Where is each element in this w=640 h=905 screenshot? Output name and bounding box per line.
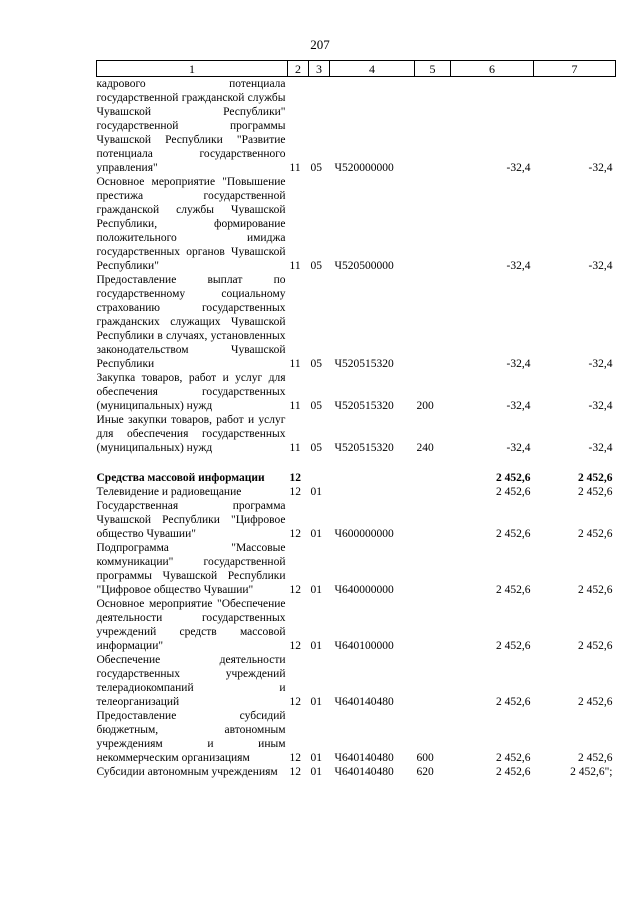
expense-type-cell bbox=[415, 597, 451, 653]
table-row bbox=[97, 273, 616, 371]
subsection-cell: 05 bbox=[310, 358, 322, 370]
amount-year2-cell: 2 452,6 bbox=[578, 486, 613, 498]
row-name-cell: Подпрограмма "Массовые коммуникации" государственной программы Чувашской Республики "Цифровое общество Чувашии" bbox=[96, 542, 286, 596]
amount-year2-cell: -32,4 bbox=[588, 358, 613, 370]
row-name-cell: Обеспечение деятельности государственных учреждений телерадиокомпаний и телеорганизаций bbox=[96, 654, 286, 708]
amount-year1-cell: 2 452,6 bbox=[496, 486, 531, 498]
column-header: 4 bbox=[330, 61, 415, 77]
expense-type-cell: 200 bbox=[416, 400, 434, 412]
row-name-cell: Предоставление выплат по государственному социальному страхованию государственных гражданских служащих Чувашской Республики в случаях, установленных законодательством Чувашской Республики bbox=[96, 274, 286, 370]
amount-year2-cell: 2 452,6 bbox=[578, 640, 613, 652]
column-header: 7 bbox=[534, 61, 616, 77]
table-row bbox=[97, 499, 616, 541]
section-cell: 11 bbox=[289, 400, 301, 412]
amount-year2-cell: 2 452,6 bbox=[578, 528, 613, 540]
section-cell: 12 bbox=[289, 640, 301, 652]
section-cell: 12 bbox=[289, 528, 301, 540]
column-header: 5 bbox=[415, 61, 451, 77]
amount-year1-cell: 2 452,6 bbox=[496, 752, 531, 764]
amount-year1-cell: -32,4 bbox=[506, 260, 531, 272]
subsection-cell bbox=[309, 471, 330, 485]
amount-year1-cell: 2 452,6 bbox=[496, 640, 531, 652]
subsection-cell: 01 bbox=[310, 584, 322, 596]
subsection-cell: 05 bbox=[310, 400, 322, 412]
section-cell: 11 bbox=[289, 442, 301, 454]
section-cell: 11 bbox=[289, 260, 301, 272]
target-article-cell: Ч520000000 bbox=[334, 162, 394, 174]
table-row bbox=[97, 471, 616, 485]
amount-year2-cell: 2 452,6 bbox=[578, 752, 613, 764]
table-header-row bbox=[97, 61, 616, 77]
target-article-cell: Ч600000000 bbox=[334, 528, 394, 540]
amount-year2-cell: -32,4 bbox=[588, 442, 613, 454]
table-row bbox=[97, 485, 616, 499]
target-article-cell bbox=[330, 485, 415, 499]
subsection-cell: 05 bbox=[310, 162, 322, 174]
table-row bbox=[97, 765, 616, 779]
target-article-cell: Ч520515320 bbox=[334, 442, 394, 454]
expense-type-cell: 620 bbox=[416, 766, 434, 778]
subsection-cell: 05 bbox=[310, 442, 322, 454]
expense-type-cell bbox=[415, 471, 451, 485]
row-name-cell: Субсидии автономным учреждениям bbox=[96, 766, 278, 778]
row-name-cell: Основное мероприятие "Повышение престижа государственной гражданской службы Чувашской Республики, формирование положительного имиджа государственных органов Чувашской Республики" bbox=[96, 176, 286, 272]
table-row bbox=[97, 541, 616, 597]
row-name-cell: Закупка товаров, работ и услуг для обеспечения государственных (муниципальных) нужд bbox=[96, 372, 286, 412]
target-article-cell: Ч640140480 bbox=[334, 766, 394, 778]
amount-year1-cell: -32,4 bbox=[506, 442, 531, 454]
subsection-cell: 01 bbox=[310, 640, 322, 652]
amount-year1-cell: 2 452,6 bbox=[496, 766, 531, 778]
table-spacer-row bbox=[97, 455, 616, 471]
row-name-cell: Иные закупки товаров, работ и услуг для обеспечения государственных (муниципальных) нужд bbox=[96, 414, 286, 454]
row-name-cell: Телевидение и радиовещание bbox=[96, 486, 242, 498]
target-article-cell bbox=[330, 471, 415, 485]
amount-year2-cell: -32,4 bbox=[588, 260, 613, 272]
section-cell: 11 bbox=[289, 162, 301, 174]
amount-year1-cell: 2 452,6 bbox=[496, 696, 531, 708]
amount-year2-cell: 2 452,6 bbox=[578, 696, 613, 708]
amount-year2-cell: -32,4 bbox=[588, 400, 613, 412]
amount-year2-cell: 2 452,6"; bbox=[570, 766, 613, 778]
expense-type-cell bbox=[415, 485, 451, 499]
expense-type-cell bbox=[415, 77, 451, 176]
table-row bbox=[97, 653, 616, 709]
section-cell: 12 bbox=[289, 696, 301, 708]
expense-type-cell bbox=[415, 541, 451, 597]
amount-year2-cell: 2 452,6 bbox=[578, 584, 613, 596]
target-article-cell: Ч640100000 bbox=[334, 640, 394, 652]
subsection-cell: 01 bbox=[310, 766, 322, 778]
table-row bbox=[97, 371, 616, 413]
amount-year1-cell: -32,4 bbox=[506, 358, 531, 370]
amount-year1-cell: -32,4 bbox=[506, 162, 531, 174]
section-cell: 12 bbox=[289, 766, 301, 778]
column-header: 2 bbox=[288, 61, 309, 77]
expense-type-cell: 240 bbox=[416, 442, 434, 454]
target-article-cell: Ч520515320 bbox=[334, 400, 394, 412]
amount-year1-cell: 2 452,6 bbox=[496, 472, 531, 484]
target-article-cell: Ч520500000 bbox=[334, 260, 394, 272]
row-name-cell: кадрового потенциала государственной гражданской службы Чувашской Республики" государственной программы Чувашской Республики "Развитие потенциала государственного управления" bbox=[96, 78, 286, 174]
amount-year1-cell: -32,4 bbox=[506, 400, 531, 412]
row-name-cell: Предоставление субсидий бюджетным, автономным учреждениям и иным некоммерческим организациям bbox=[96, 710, 286, 764]
page-number: 207 bbox=[310, 37, 330, 52]
expense-type-cell bbox=[415, 499, 451, 541]
subsection-cell: 01 bbox=[310, 486, 322, 498]
section-cell: 12 bbox=[289, 486, 301, 498]
amount-year2-cell: 2 452,6 bbox=[578, 472, 613, 484]
row-name-cell: Основное мероприятие "Обеспечение деятельности государственных учреждений средств массовой информации" bbox=[96, 598, 286, 652]
table-row bbox=[97, 597, 616, 653]
table-row bbox=[97, 77, 616, 176]
expense-type-cell bbox=[415, 175, 451, 273]
column-header: 3 bbox=[309, 61, 330, 77]
amount-year2-cell: -32,4 bbox=[588, 162, 613, 174]
target-article-cell: Ч520515320 bbox=[334, 358, 394, 370]
spacer-cell bbox=[97, 455, 616, 471]
target-article-cell: Ч640140480 bbox=[334, 752, 394, 764]
column-header: 1 bbox=[97, 61, 288, 77]
section-cell: 12 bbox=[289, 472, 301, 484]
expense-type-cell bbox=[415, 273, 451, 371]
row-name-cell: Средства массовой информации bbox=[96, 472, 265, 484]
amount-year1-cell: 2 452,6 bbox=[496, 584, 531, 596]
expense-type-cell: 600 bbox=[416, 752, 434, 764]
row-name-cell: Государственная программа Чувашской Республики "Цифровое общество Чувашии" bbox=[96, 500, 286, 540]
column-header: 6 bbox=[451, 61, 534, 77]
budget-table bbox=[96, 60, 616, 779]
subsection-cell: 01 bbox=[310, 528, 322, 540]
subsection-cell: 01 bbox=[310, 696, 322, 708]
amount-year1-cell: 2 452,6 bbox=[496, 528, 531, 540]
table-body bbox=[97, 77, 616, 780]
section-cell: 12 bbox=[289, 584, 301, 596]
target-article-cell: Ч640000000 bbox=[334, 584, 394, 596]
expense-type-cell bbox=[415, 653, 451, 709]
table-row bbox=[97, 175, 616, 273]
table-row bbox=[97, 709, 616, 765]
target-article-cell: Ч640140480 bbox=[334, 696, 394, 708]
subsection-cell: 05 bbox=[310, 260, 322, 272]
table-row bbox=[97, 413, 616, 455]
subsection-cell: 01 bbox=[310, 752, 322, 764]
section-cell: 12 bbox=[289, 752, 301, 764]
section-cell: 11 bbox=[289, 358, 301, 370]
